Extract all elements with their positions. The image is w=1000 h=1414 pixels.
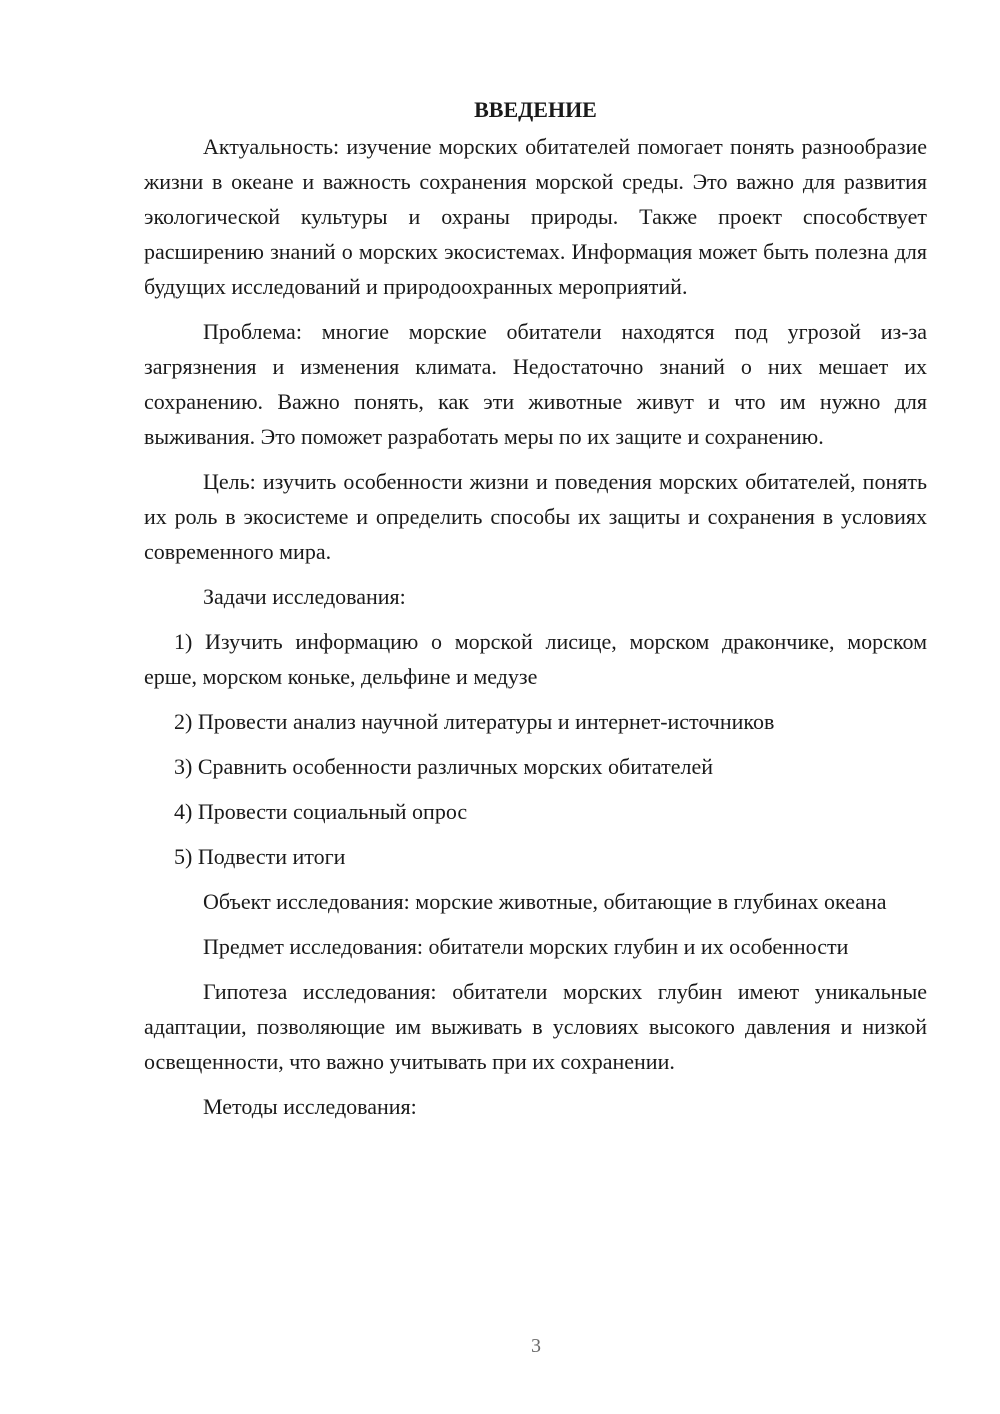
- section-heading: ВВЕДЕНИЕ: [474, 97, 597, 122]
- subject-paragraph: Предмет исследования: обитатели морских глубин и их особенности: [203, 934, 849, 959]
- task-item-5: 5) Подвести итоги: [174, 844, 346, 869]
- page-number: 3: [531, 1335, 541, 1357]
- object-paragraph: Объект исследования: морские животные, обитающие в глубинах океана: [203, 889, 887, 914]
- task-item-4: 4) Провести социальный опрос: [174, 799, 468, 824]
- goal-paragraph: Цель: изучить особенности жизни и поведения морских обитателей, понять их роль в экосистеме и определить способы их защиты и сохранения в условиях современного мира.: [144, 469, 927, 564]
- tasks-label: Задачи исследования:: [203, 584, 406, 609]
- page-content: [144, 92, 927, 1134]
- task-item-1: 1) Изучить информацию о морской лисице, морском дракончике, морском ерше, морском коньке, дельфине и медузе: [144, 629, 927, 689]
- hypothesis-paragraph: Гипотеза исследования: обитатели морских глубин имеют уникальные адаптации, позволяющие им выживать в условиях высокого давления и низкой освещенности, что важно учитывать при их сохранении.: [144, 979, 927, 1074]
- task-item-2: 2) Провести анализ научной литературы и интернет-источников: [174, 709, 775, 734]
- methods-label: Методы исследования:: [203, 1094, 417, 1119]
- problem-paragraph: Проблема: многие морские обитатели находятся под угрозой из-за загрязнения и изменения климата. Недостаточно знаний о них мешает их сохранению. Важно понять, как эти животные живут и что им нужно для выживания. Это поможет разработать меры по их защите и сохранению.: [144, 319, 927, 449]
- relevance-paragraph: Актуальность: изучение морских обитателей помогает понять разнообразие жизни в океане и важность сохранения морской среды. Это важно для развития экологической культуры и охраны природы. Также проект способствует расширению знаний о морских экосистемах. Информация может быть полезна для будущих исследований и природоохранных мероприятий.: [144, 134, 927, 299]
- task-item-3: 3) Сравнить особенности различных морских обитателей: [174, 754, 713, 779]
